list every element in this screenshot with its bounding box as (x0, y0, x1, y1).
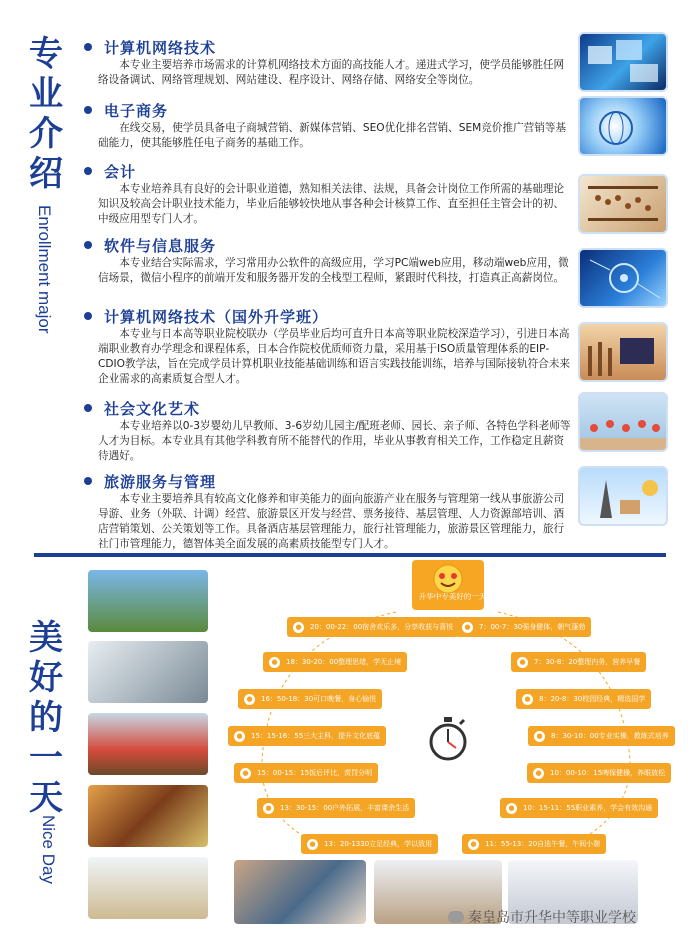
emoji-badge (412, 560, 484, 610)
major-description: 本专业主要培养具有较高文化修养和审美能力的面向旅游产业在服务与管理第一线从事旅游公司导游、业务（外联、计调）经营、旅游景区开发与经营、票务接待、基层管理、人力资源部培训、酒店营销策划、公关策划等工作。具备酒店基层管理能力，旅行社管理能力，旅游景区管理能力，旅行社门市管理能力，德智体美全面发展的高素质技能型专门人才。 (98, 493, 565, 550)
watermark: 秦皇岛市升华中等职业学校 (448, 907, 636, 927)
activity-icon: ● (293, 622, 304, 633)
activity-icon: ● (263, 803, 274, 814)
photo-group-classroom (234, 860, 366, 924)
schedule-item: ● 16：50-18：30可口晚餐，身心愉悦 (238, 689, 382, 709)
schedule-item: ● 18：30-20：00整理思绪，学无止境 (263, 652, 407, 672)
section-title-majors: 专 业 介 绍 (29, 34, 63, 194)
stopwatch-icon (424, 715, 472, 763)
major-title: 社会文化艺术 (104, 399, 201, 418)
schedule-item: ● 11：55-13：20自选午餐，午间小憩 (462, 834, 606, 854)
section-subtitle-majors: Enrollment major (35, 205, 54, 334)
center-caption: 升华中专美好的一天 (418, 592, 487, 601)
major-description: 本专业主要培养市场需求的计算机网络技术方面的高技能人才。递进式学习，使学员能够胜任网络设备调试、网络管理规划、网站建设、程序设计、网络存储、网络安全等岗位。 (98, 59, 565, 86)
activity-icon: ● (517, 657, 528, 668)
activity-icon: ● (307, 839, 318, 850)
activity-icon: ● (244, 694, 255, 705)
activity-icon: ● (522, 694, 533, 705)
major-description: 本专业培养以0-3岁婴幼儿早教师、3-6岁幼儿园主/配班老师、园长、亲子师、各特色学科老师等人才为目标。本专业具有其他学科教育所不能替代的作用，毕业从事教育相关工作，工作稳定且薪资待遇好。 (98, 420, 571, 462)
activity-icon: ● (534, 731, 545, 742)
major-title: 计算机网络技术 (104, 38, 217, 57)
activity-icon: ● (506, 803, 517, 814)
activity-icon: ● (533, 768, 544, 779)
section-subtitle-nice-day: Nice Day (39, 815, 58, 884)
major-description: 本专业与日本高等职业院校联办（学员毕业后均可直升日本高等职业院校深造学习），引进日本高端职业教育办学理念和课程体系，日本合作院校优质师资力量，采用基于ISO质量管理体系的EIP-CDIO教学法，旨在完成学员计算机职业技能基础训练和语言实践技能训练，培养与国际接轨符合未来企业需求的高素质复合型人才。 (98, 328, 570, 385)
schedule-item: ● 20：00-22：00宿舍欢乐多，分享收获与喜悦 (287, 617, 459, 637)
schedule-item: ● 10：00-10：15啤保健操，养眼放松 (527, 763, 671, 783)
major-title: 旅游服务与管理 (104, 472, 217, 491)
schedule-item: ● 7：30-8：20整理内务，营养早餐 (511, 652, 646, 672)
schedule-item: ● 8：20-8：30校园经典，精选国学 (516, 689, 651, 709)
section-title-nice-day: 美 好 的 一 天 (29, 618, 63, 818)
activity-icon: ● (468, 839, 479, 850)
activity-icon: ● (240, 768, 251, 779)
activity-icon: ● (462, 622, 473, 633)
major-title: 电子商务 (104, 101, 169, 120)
schedule-item: ● 13：30-15：00户外拓展，丰富课余生活 (257, 798, 415, 818)
major-description: 本专业培养具有良好的会计职业道德，熟知相关法律、法规，具备会计岗位工作所需的基础理论知识及较高会计职业技术能力，毕业后能够较快地从事各种会计核算工作、直至担任主管会计的初、中级应用型专门人才。 (98, 183, 565, 225)
major-title: 软件与信息服务 (104, 236, 217, 255)
schedule-item: ● 8：30-10：00专业实操，教练式培养 (528, 726, 675, 746)
schedule-item: ● 7：00-7：30强身健体，朝气蓬勃 (456, 617, 591, 637)
wechat-icon (448, 911, 464, 923)
activity-icon: ● (234, 731, 245, 742)
schedule-item: ● 10：15-11：55职业素养，学会有效沟通 (500, 798, 658, 818)
major-description: 在线交易，使学员具备电子商城营销、新媒体营销、SEO优化排名营销、SEM竞价推广营销等基础能力，使其能够胜任电子商务的基础工作。 (98, 122, 567, 149)
schedule-item: ● 13：20-1330立足经典，学以致用 (301, 834, 438, 854)
schedule-item: ● 15：00-15：15饭后评比，赏罚分明 (234, 763, 378, 783)
major-title: 计算机网络技术（国外升学班） (104, 307, 329, 326)
major-description: 本专业结合实际需求，学习常用办公软件的高级应用，学习PC端web应用，移动端web应用，微信场景，微信小程序的前端开发和服务器开发的全栈型工程师，紧跟时代科技，打造真正高薪岗位。 (98, 257, 569, 284)
schedule-item: ● 15：15-16：55三大主科，提升文化底蕴 (228, 726, 386, 746)
major-title: 会计 (104, 162, 137, 181)
activity-icon: ● (269, 657, 280, 668)
